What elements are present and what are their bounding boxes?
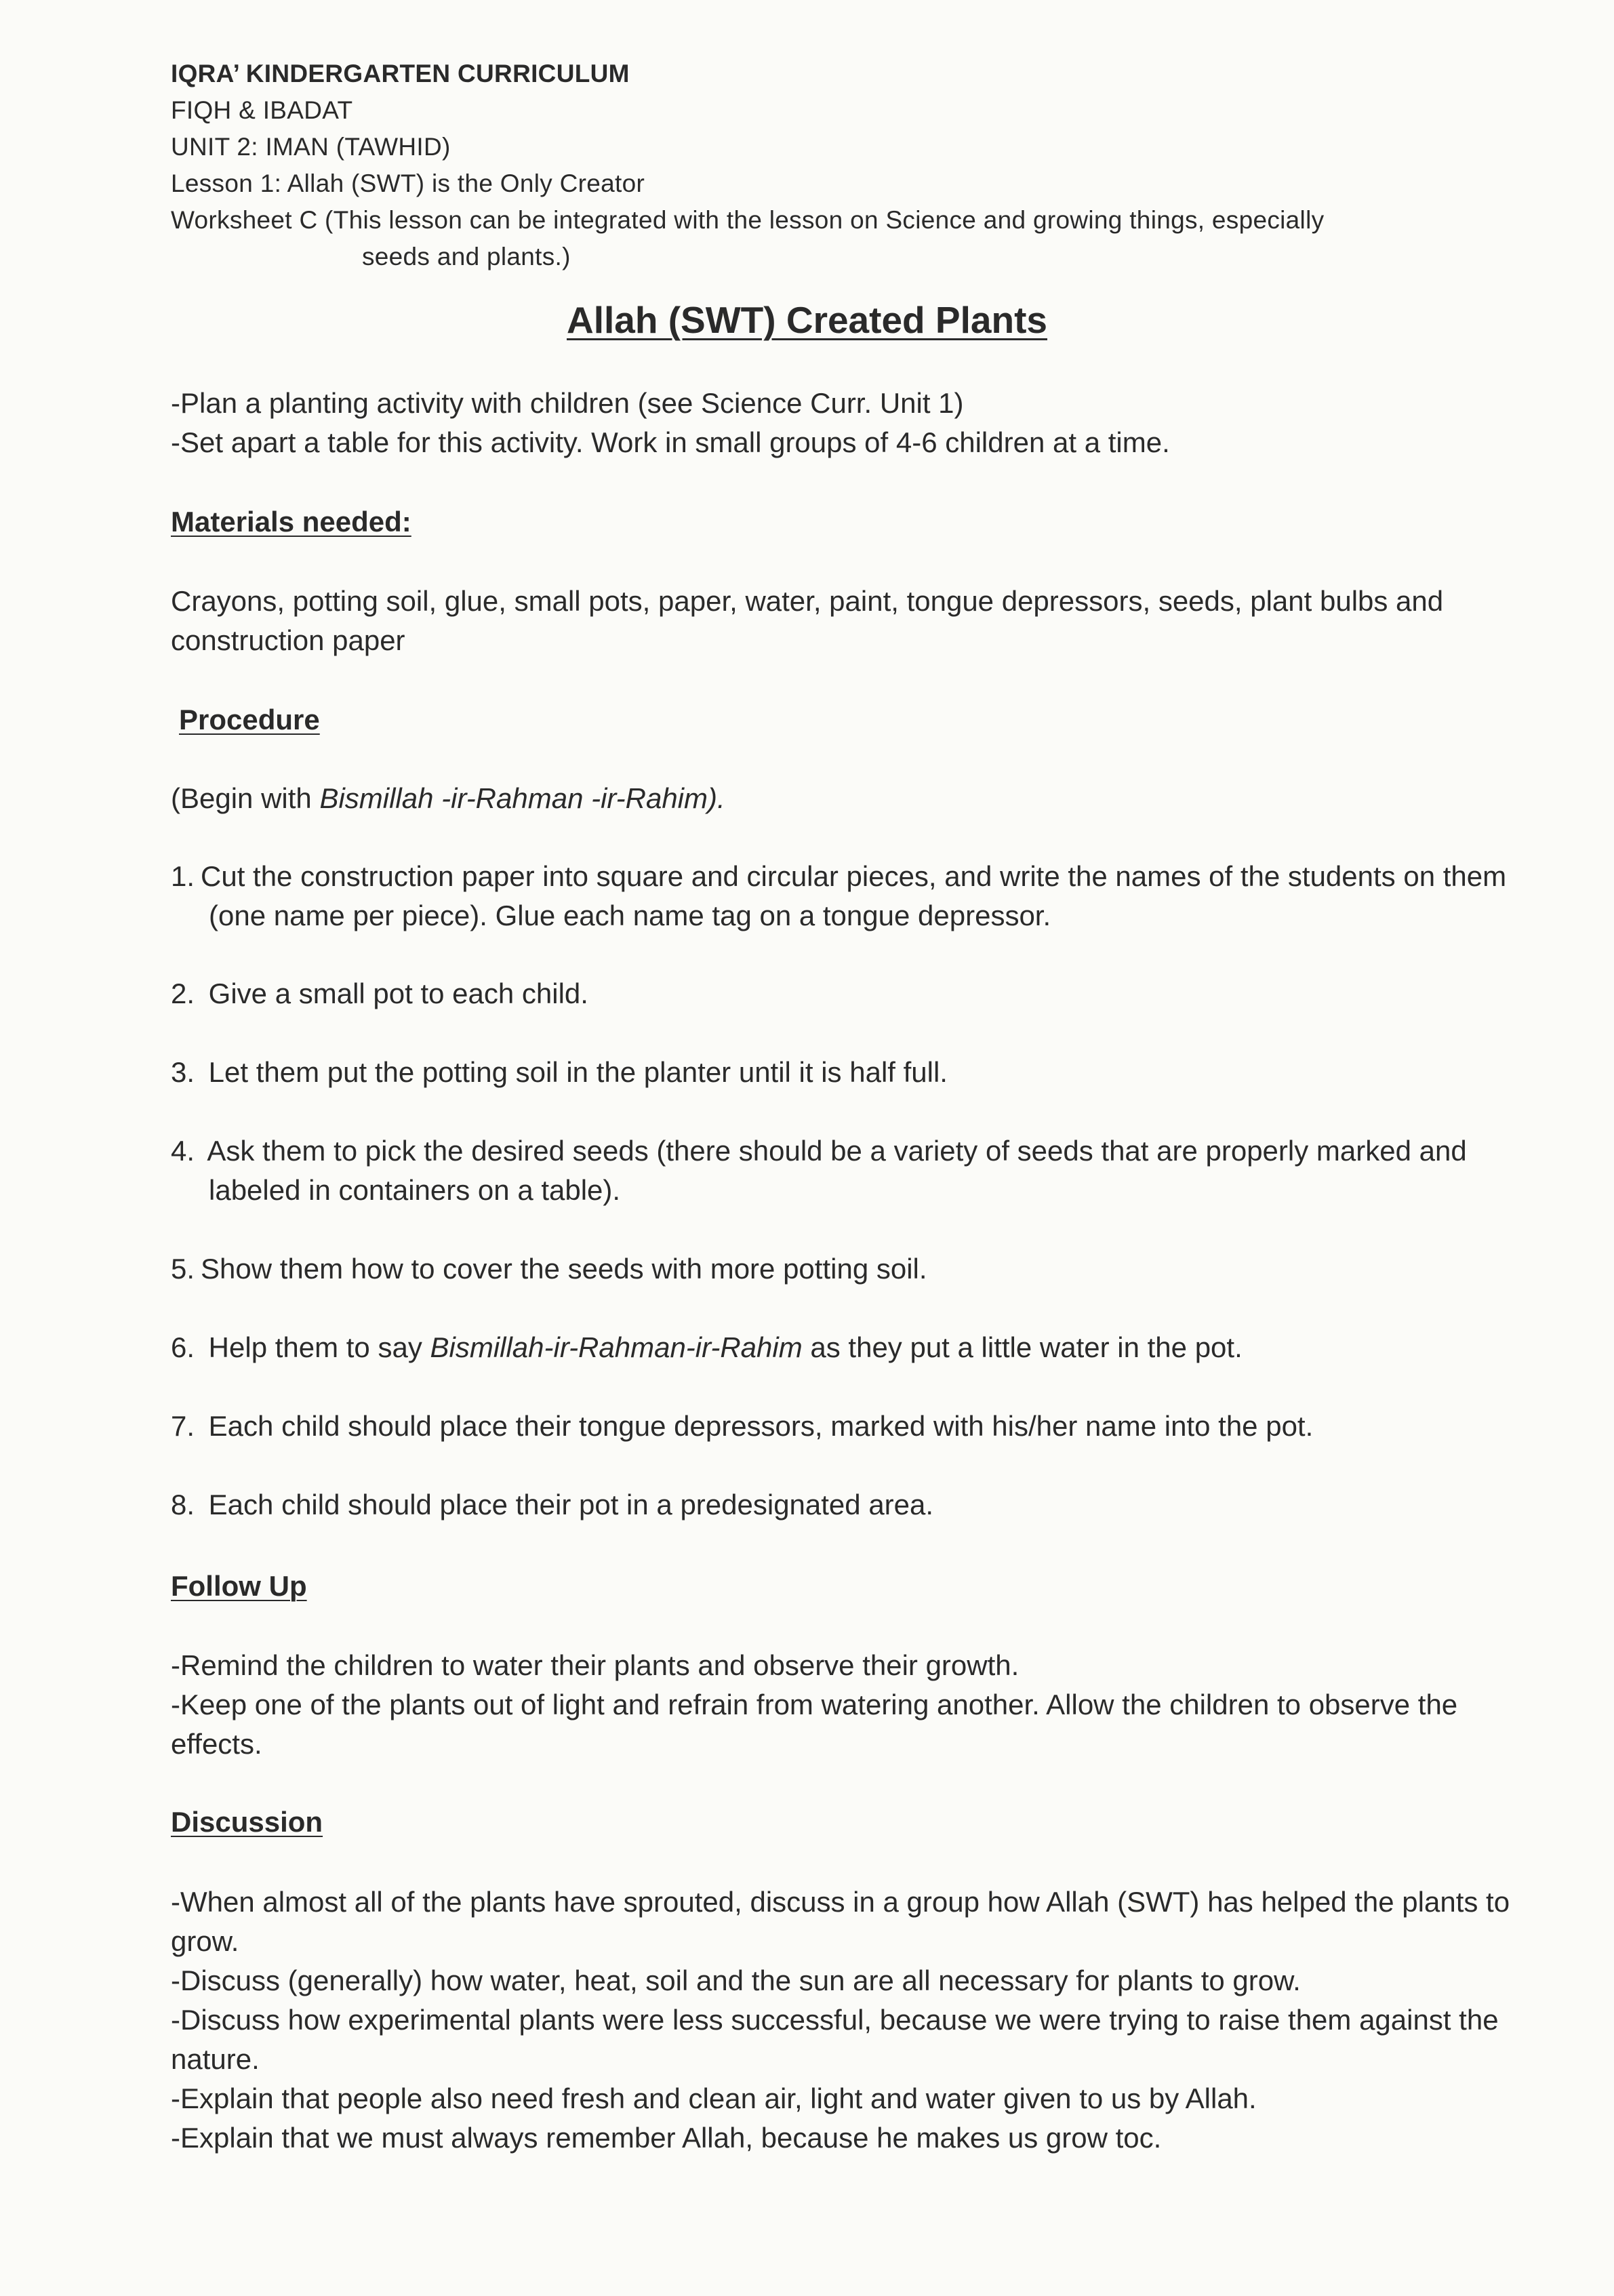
procedure-heading: Procedure xyxy=(179,704,320,736)
step-text: Cut the construction paper into square and circular pieces, and write the names of the students on them xyxy=(201,860,1507,892)
follow-up-section xyxy=(171,1646,1533,1764)
step-suffix: as they put a little water in the pot. xyxy=(802,1331,1243,1363)
step-text-continued: labeled in containers on a table). xyxy=(209,1174,621,1206)
step-text: Each child should place their pot in a predesignated area. xyxy=(208,1489,934,1520)
intro-line-2: -Set apart a table for this activity. Work in small groups of 4-6 children at a time. xyxy=(171,426,1170,458)
follow-up-line-2: -Keep one of the plants out of light and refrain from watering another. Allow the children to observe the xyxy=(171,1689,1458,1720)
step-number: 6. xyxy=(171,1331,195,1363)
materials-heading: Materials needed: xyxy=(171,506,411,538)
follow-up-line-3: effects. xyxy=(171,1728,262,1760)
discussion-line: grow. xyxy=(171,1925,239,1957)
step-number: 8. xyxy=(171,1489,195,1520)
discussion-section xyxy=(171,1882,1533,2158)
discussion-line: -When almost all of the plants have sprouted, discuss in a group how Allah (SWT) has helped the plants to xyxy=(171,1886,1510,1918)
step-italic: Bismillah-ir-Rahman-ir-Rahim xyxy=(430,1331,803,1363)
step-number: 5. xyxy=(171,1253,195,1285)
worksheet-line: Worksheet C (This lesson can be integrated with the lesson on Science and growing things, especially xyxy=(171,206,1325,234)
intro-section xyxy=(171,384,1533,462)
lesson-line: Lesson 1: Allah (SWT) is the Only Creator xyxy=(171,169,645,197)
step-text: Let them put the potting soil in the planter until it is half full. xyxy=(208,1056,948,1088)
procedure-step-6 xyxy=(171,1328,1533,1367)
procedure-step-3 xyxy=(171,1053,1533,1092)
step-number: 3. xyxy=(171,1056,195,1088)
discussion-line: -Explain that people also need fresh and clean air, light and water given to us by Allah. xyxy=(171,2082,1257,2114)
unit-line: UNIT 2: IMAN (TAWHID) xyxy=(171,133,451,161)
begin-italic: Bismillah -ir-Rahman -ir-Rahim). xyxy=(319,782,725,814)
procedure-heading-block xyxy=(179,700,1541,740)
step-text: Ask them to pick the desired seeds (there should be a variety of seeds that are properly marked and xyxy=(207,1135,1467,1167)
discussion-heading: Discussion xyxy=(171,1806,323,1838)
worksheet-line-continued: seeds and plants.) xyxy=(362,243,571,270)
procedure-step-8 xyxy=(171,1485,1533,1525)
step-number: 7. xyxy=(171,1410,195,1442)
step-text: Show them how to cover the seeds with more potting soil. xyxy=(201,1253,927,1285)
procedure-intro xyxy=(171,779,1533,818)
procedure-step-5 xyxy=(171,1249,1533,1289)
step-text: Give a small pot to each child. xyxy=(208,978,588,1009)
materials-section xyxy=(171,582,1527,660)
step-number: 1. xyxy=(171,860,195,892)
follow-up-heading: Follow Up xyxy=(171,1570,307,1602)
step-number: 4. xyxy=(171,1135,195,1167)
begin-prefix: (Begin with xyxy=(171,782,320,814)
begin-line xyxy=(171,779,1533,818)
step-text-continued: (one name per piece). Glue each name tag on a tongue depressor. xyxy=(209,900,1051,931)
subject-line: FIQH & IBADAT xyxy=(171,96,353,124)
procedure-step-2 xyxy=(171,974,1533,1013)
intro-line-1: -Plan a planting activity with children (see Science Curr. Unit 1) xyxy=(171,387,964,419)
step-prefix: Help them to say xyxy=(208,1331,430,1363)
step-text: Each child should place their tongue depressors, marked with his/her name into the pot. xyxy=(208,1410,1314,1442)
materials-heading-block xyxy=(171,502,1533,542)
discussion-line: -Discuss how experimental plants were less successful, because we were trying to raise them against the xyxy=(171,2004,1499,2036)
discussion-line: -Explain that we must always remember Allah, because he makes us grow toc. xyxy=(171,2122,1162,2154)
follow-up-line-1: -Remind the children to water their plants and observe their growth. xyxy=(171,1649,1020,1681)
procedure-step-4 xyxy=(171,1131,1533,1210)
page-title: Allah (SWT) Created Plants xyxy=(567,299,1047,341)
follow-up-heading-block xyxy=(171,1567,1533,1606)
procedure-step-7 xyxy=(171,1407,1533,1446)
materials-text: Crayons, potting soil, glue, small pots, paper, water, paint, tongue depressors, seeds, plant bulbs and construction paper xyxy=(171,585,1444,656)
step-number: 2. xyxy=(171,978,195,1009)
discussion-heading-block xyxy=(171,1802,1533,1842)
curriculum-title: IQRA’ KINDERGARTEN CURRICULUM xyxy=(171,60,630,87)
discussion-line: -Discuss (generally) how water, heat, soil and the sun are all necessary for plants to grow. xyxy=(171,1965,1301,1996)
procedure-step-1 xyxy=(171,857,1533,935)
discussion-line: nature. xyxy=(171,2043,260,2075)
document-header xyxy=(171,56,1527,275)
